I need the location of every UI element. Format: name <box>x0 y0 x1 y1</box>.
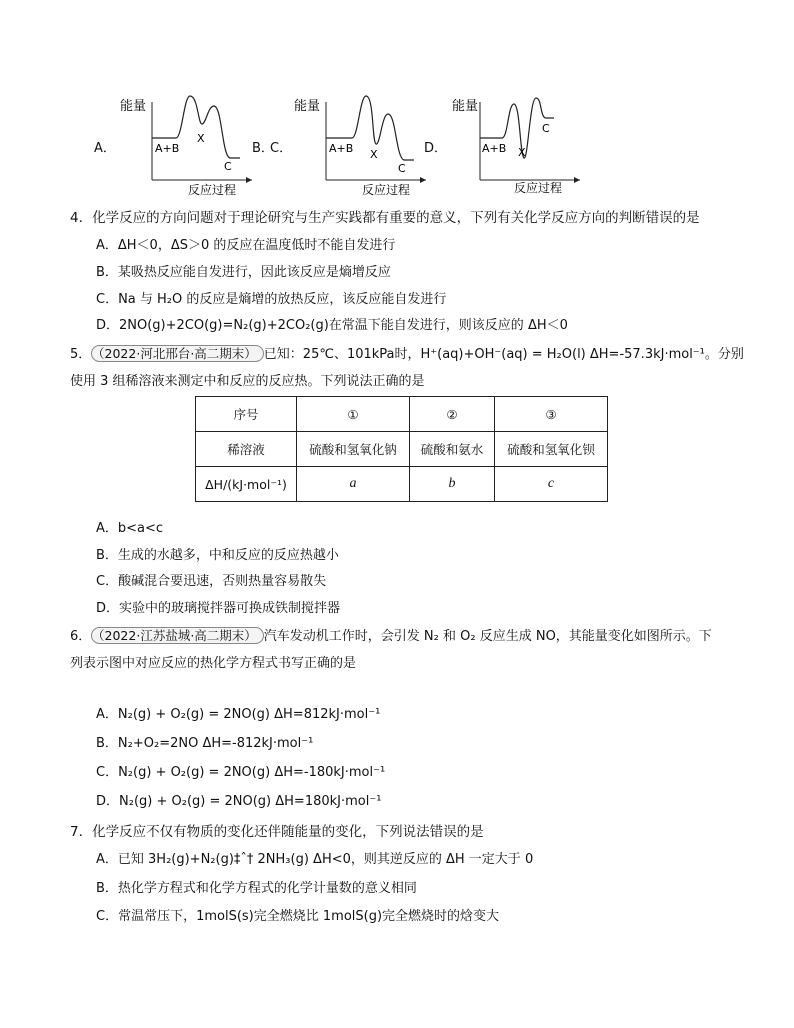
table-cell: 稀溶液 <box>196 432 297 467</box>
diagram-c-y-label: 能量 <box>294 99 321 114</box>
q6-option-c: C．N₂(g) + O₂(g) = 2NO(g) ΔH=-180kJ·mol⁻¹ <box>96 765 386 780</box>
q4-option-d: D．2NO(g)+2CO(g)=N₂(g)+2CO₂(g)在常温下能自发进行，则该反应的 ΔH＜0 <box>96 318 568 333</box>
q6-number: 6． <box>70 629 92 644</box>
q6-source-badge: （2022·江苏盐城·高二期末） <box>91 627 264 644</box>
table-cell: 硫酸和氨水 <box>410 432 495 467</box>
table-cell: ΔH/(kJ·mol⁻¹) <box>196 467 297 502</box>
q4-option-b: B．某吸热反应能自发进行，因此该反应是熵增反应 <box>96 265 391 280</box>
q7-stem: 7．化学反应不仅有物质的变化还伴随能量的变化，下列说法错误的是 <box>70 824 484 840</box>
q5-option-b: B．生成的水越多，中和反应的反应热越小 <box>96 548 339 563</box>
q7-option-c: C．常温常压下，1molS(s)完全燃烧比 1molS(g)完全燃烧时的焓变大 <box>96 909 500 924</box>
table-header-cell: ① <box>297 397 410 432</box>
energy-diagram-c <box>292 92 432 196</box>
q6-option-d: D．N₂(g) + O₂(g) = 2NO(g) ΔH=180kJ·mol⁻¹ <box>96 794 382 809</box>
q5-option-c: C．酸碱混合要迅速，否则热量容易散失 <box>96 574 327 589</box>
q6-stem-1: 汽车发动机工作时，会引发 N₂ 和 O₂ 反应生成 NO，其能量变化如图所示。下 <box>263 629 712 644</box>
table-cell: c <box>495 467 608 502</box>
q5-option-d: D．实验中的玻璃搅拌器可换成铁制搅拌器 <box>96 601 341 616</box>
table-cell: 硫酸和氢氧化钡 <box>495 432 608 467</box>
q4-option-a: A．ΔH＜0，ΔS＞0 的反应在温度低时不能自发进行 <box>96 238 396 253</box>
q5-stem-1: 已知：25℃、101kPa时，H⁺(aq)+OH⁻(aq) = H₂O(l) ΔH=-57.3kJ·mol⁻¹。分别 <box>263 347 744 362</box>
q4-stem: 4．化学反应的方向问题对于理论研究与生产实践都有重要的意义，下列有关化学反应方向的判断错误的是 <box>70 210 700 226</box>
diagram-d-y-label: 能量 <box>452 99 479 114</box>
diagram-c-reactant: A+B <box>329 142 354 155</box>
table-header-cell: ③ <box>495 397 608 432</box>
diagram-a-intermediate: X <box>197 132 205 145</box>
diagram-option-b: B． <box>252 141 274 156</box>
q6-option-a: A．N₂(g) + O₂(g) = 2NO(g) ΔH=812kJ·mol⁻¹ <box>96 707 381 722</box>
q5-number: 5． <box>70 347 92 362</box>
q5-table <box>195 396 608 502</box>
table-header-cell: ② <box>410 397 495 432</box>
diagram-d-product: C <box>542 122 550 135</box>
diagram-a-y-label: 能量 <box>120 99 147 114</box>
table-cell: b <box>410 467 495 502</box>
q7-option-b: B．热化学方程式和化学方程式的化学计量数的意义相同 <box>96 881 417 896</box>
table-cell: 硫酸和氢氧化钠 <box>297 432 410 467</box>
diagram-option-c: C． <box>270 141 293 156</box>
q7-option-a: A．已知 3H₂(g)+N₂(g)‡ˆ† 2NH₃(g) ΔH<0，则其逆反应的 ΔH 一定大于 0 <box>96 852 534 867</box>
diagram-c-intermediate: X <box>370 148 378 161</box>
q5-source-badge: （2022·河北邢台·高二期末） <box>91 345 264 362</box>
diagram-option-a: A． <box>94 141 116 156</box>
diagram-c-product: C <box>398 162 406 175</box>
q6-stem-2: 列表示图中对应反应的热化学方程式书写正确的是 <box>70 656 357 671</box>
diagram-option-d: D． <box>424 141 448 156</box>
q6-line-1 <box>70 625 712 644</box>
table-cell: a <box>297 467 410 502</box>
table-row <box>196 432 608 467</box>
q6-option-b: B．N₂+O₂=2NO ΔH=-812kJ·mol⁻¹ <box>96 736 314 751</box>
q5-stem-2: 使用 3 组稀溶液来测定中和反应的反应热。下列说法正确的是 <box>70 374 425 389</box>
q4-option-c: C．Na 与 H₂O 的反应是熵增的放热反应，该反应能自发进行 <box>96 292 447 307</box>
diagram-a-product: C <box>224 160 232 173</box>
diagram-d-intermediate: X <box>518 146 526 159</box>
q5-line-1 <box>70 343 744 362</box>
diagram-d-reactant: A+B <box>482 142 507 155</box>
q5-option-a: A．b<a<c <box>96 521 164 536</box>
energy-diagram-d <box>450 92 590 196</box>
diagram-d-x-label: 反应过程 <box>514 181 563 195</box>
table-row <box>196 467 608 502</box>
table-header-cell: 序号 <box>196 397 297 432</box>
diagram-c-x-label: 反应过程 <box>362 183 411 196</box>
diagram-a-x-label: 反应过程 <box>188 183 237 196</box>
energy-diagram-a <box>118 92 258 196</box>
table-row <box>196 397 608 432</box>
diagram-a-reactant: A+B <box>155 142 180 155</box>
